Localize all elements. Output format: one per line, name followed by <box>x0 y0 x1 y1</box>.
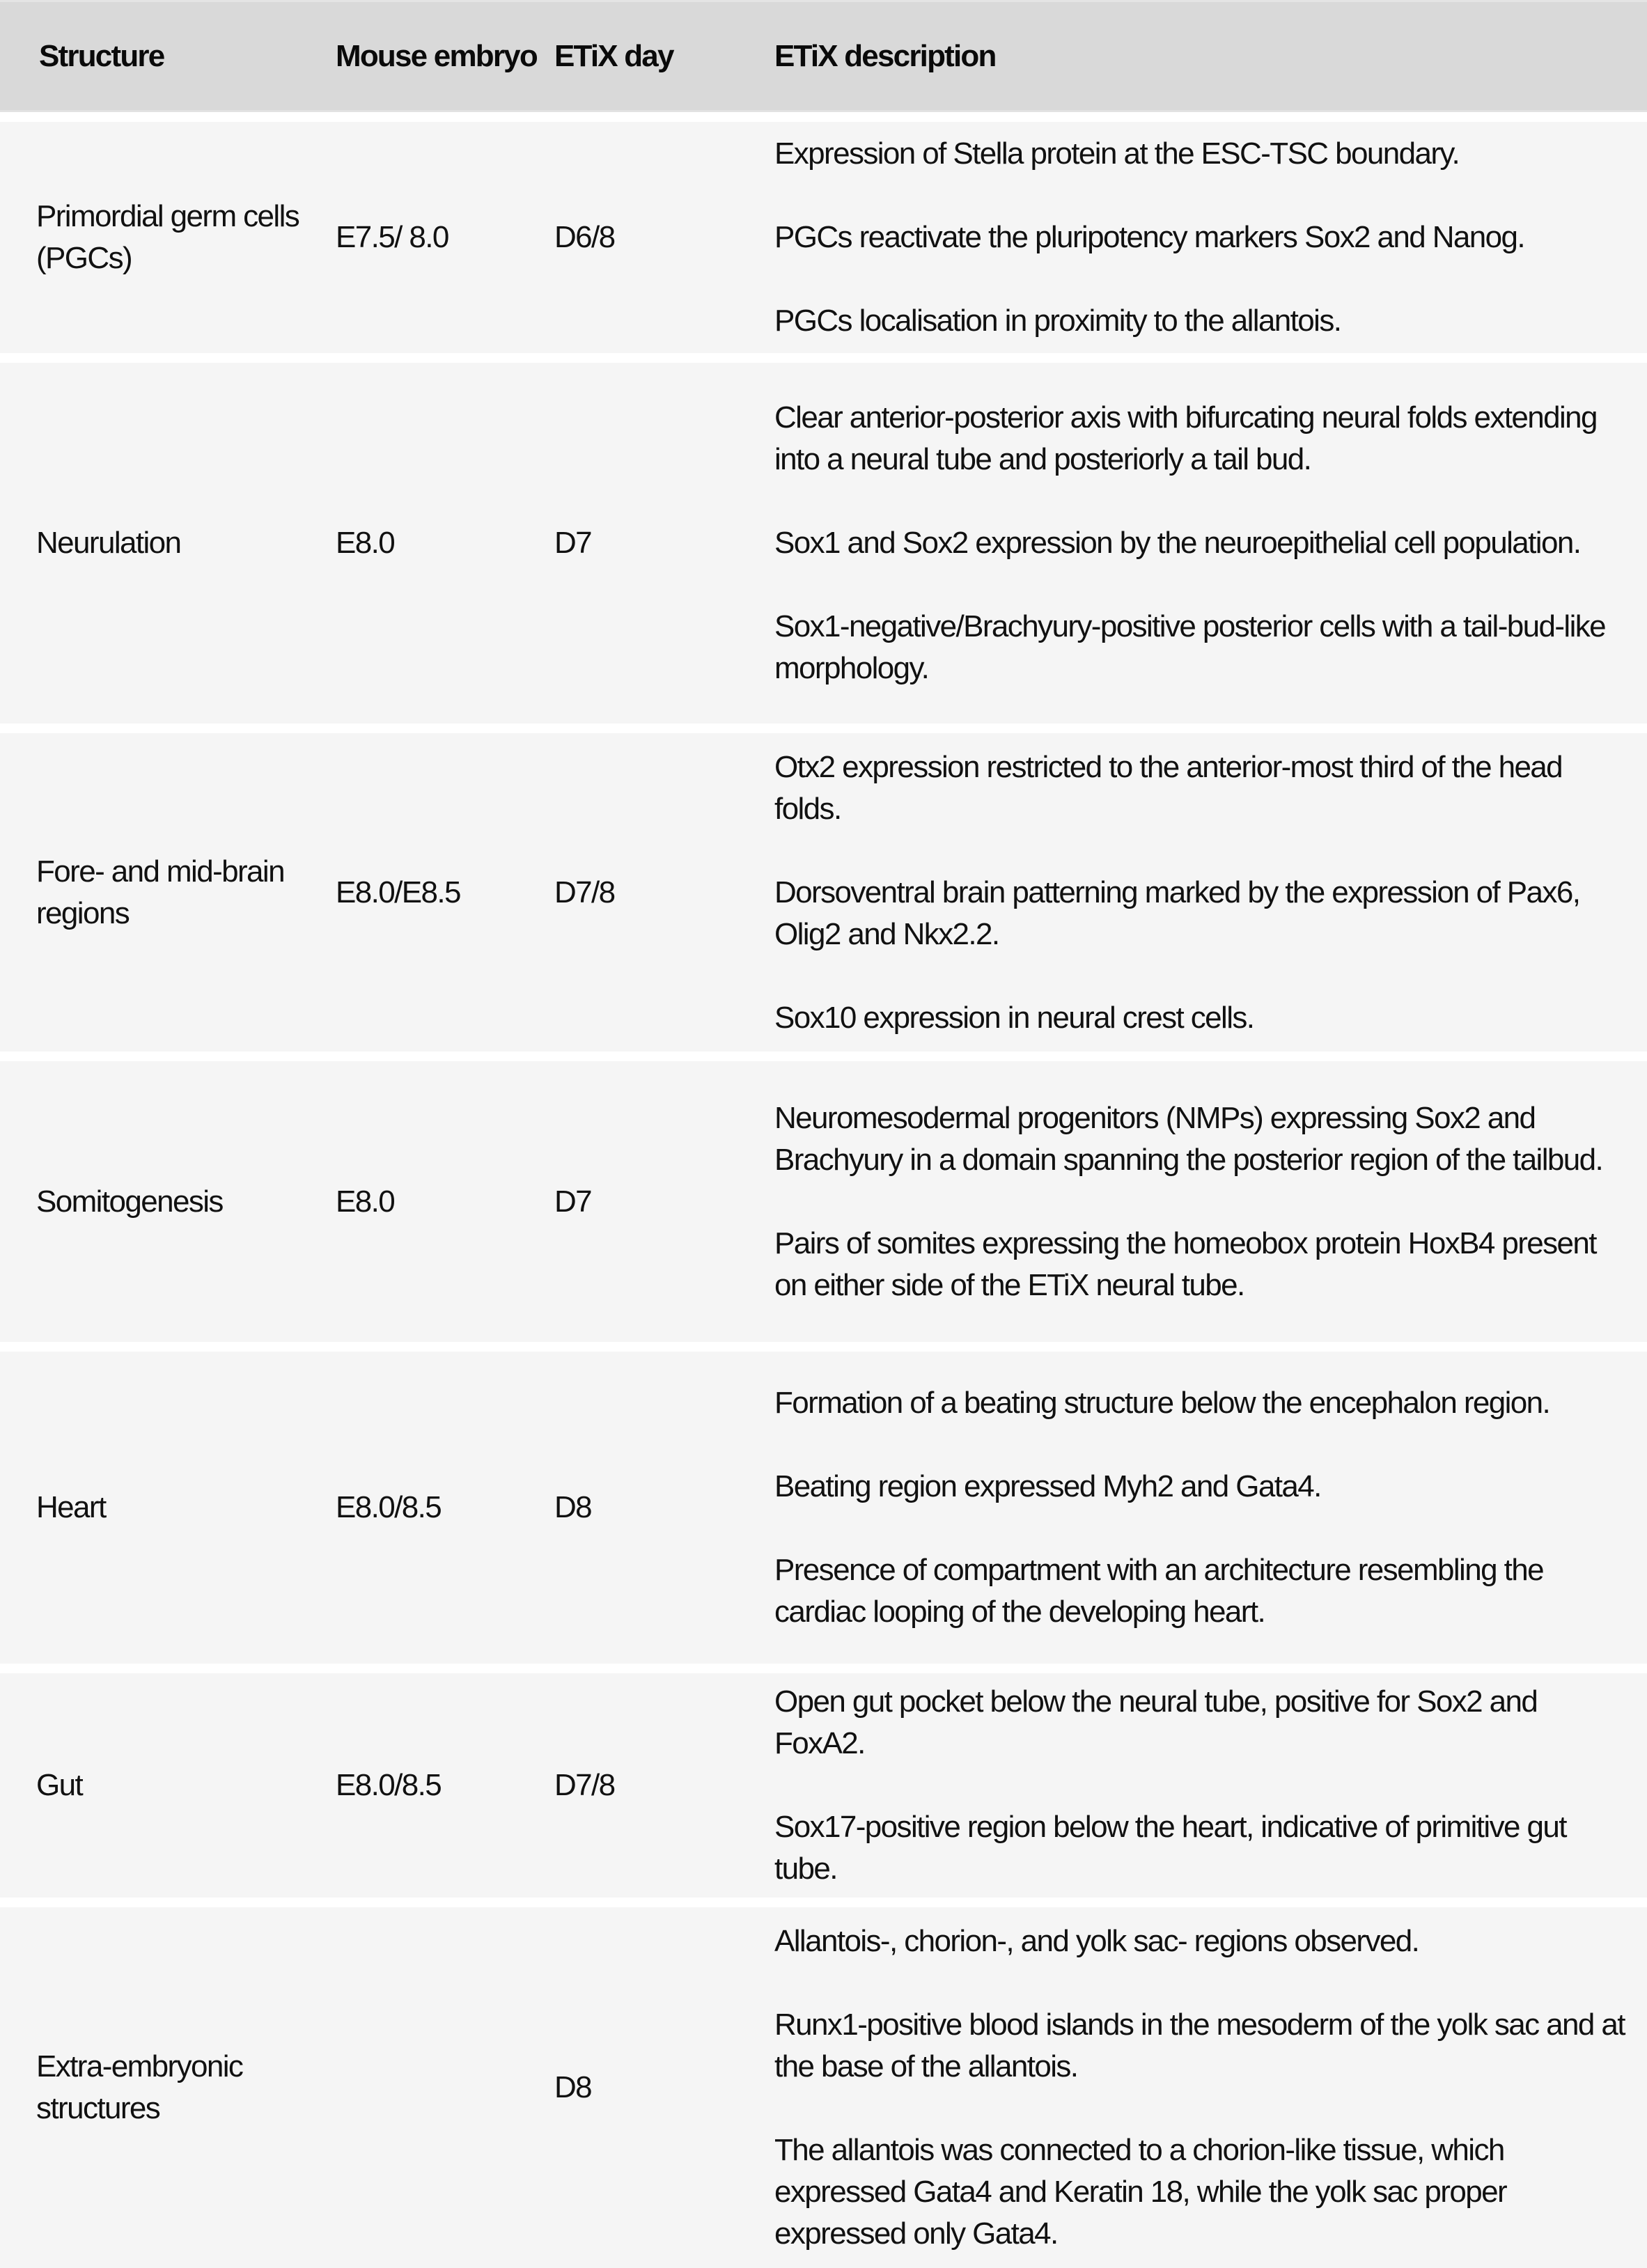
mouse-embryo-cell: E8.0/8.5 <box>336 1490 442 1524</box>
structure-cell: Primordial germ cells (PGCs) <box>36 199 299 275</box>
description-paragraph: Sox1-negative/Brachyury-positive posterior cells with a tail-bud-like morphology. <box>774 609 1606 685</box>
etix-day-cell: D6/8 <box>554 220 615 254</box>
etix-day-cell: D8 <box>554 2070 592 2104</box>
description-paragraph: Runx1-positive blood islands in the mesoderm of the yolk sac and at the base of the allantois. <box>774 2008 1625 2083</box>
description-paragraph: Sox10 expression in neural crest cells. <box>774 1000 1254 1035</box>
etix-day-cell: D7/8 <box>554 875 615 909</box>
table-row <box>0 122 1647 353</box>
table-row <box>0 733 1647 1051</box>
description-paragraph: Sox1 and Sox2 expression by the neuroepithelial cell population. <box>774 526 1581 560</box>
description-paragraph: Pairs of somites expressing the homeobox protein HoxB4 present on either side of the ETiX neural tube. <box>774 1226 1596 1302</box>
header-structure: Structure <box>39 38 164 73</box>
description-paragraph: Formation of a beating structure below the encephalon region. <box>774 1386 1550 1420</box>
etix-day-cell: D7 <box>554 1184 592 1219</box>
description-cell <box>773 363 1647 724</box>
description-cell <box>773 1061 1647 1342</box>
table-header-row <box>0 0 1647 112</box>
table-row <box>0 1352 1647 1664</box>
description-paragraph: PGCs reactivate the pluripotency markers Sox2 and Nanog. <box>774 220 1524 254</box>
description-paragraph: Dorsoventral brain patterning marked by the expression of Pax6, Olig2 and Nkx2.2. <box>774 875 1580 951</box>
etix-day-cell: D7/8 <box>554 1768 615 1802</box>
description-paragraph: Presence of compartment with an architecture resembling the cardiac looping of the developing heart. <box>774 1553 1543 1629</box>
mouse-embryo-cell <box>334 1907 553 2268</box>
mouse-embryo-cell: E8.0 <box>336 1184 395 1219</box>
etix-day-cell: D8 <box>554 1490 592 1524</box>
description-paragraph: Open gut pocket below the neural tube, positive for Sox2 and FoxA2. <box>774 1684 1538 1760</box>
structure-cell: Somitogenesis <box>36 1184 223 1219</box>
description-paragraph: Allantois-, chorion-, and yolk sac- regions observed. <box>774 1924 1419 1958</box>
table-row <box>0 1673 1647 1898</box>
description-paragraph: Sox17-positive region below the heart, indicative of primitive gut tube. <box>774 1810 1566 1886</box>
description-cell <box>773 733 1647 1051</box>
description-cell <box>773 122 1647 353</box>
mouse-embryo-cell: E8.0 <box>336 526 395 560</box>
header-etix-day: ETiX day <box>554 38 673 73</box>
header-mouse-embryo: Mouse embryo <box>336 38 537 73</box>
structure-cell: Extra-embryonic structures <box>36 2049 243 2125</box>
table-row <box>0 1061 1647 1342</box>
description-paragraph: Otx2 expression restricted to the anterior-most third of the head folds. <box>774 749 1563 826</box>
description-paragraph: Beating region expressed Myh2 and Gata4. <box>774 1469 1321 1503</box>
structure-cell: Neurulation <box>36 526 181 560</box>
mouse-embryo-cell: E7.5/ 8.0 <box>336 220 448 254</box>
table-row <box>0 1907 1647 2268</box>
mouse-embryo-cell: E8.0/E8.5 <box>336 875 460 909</box>
description-paragraph: The allantois was connected to a chorion-like tissue, which expressed Gata4 and Keratin 18, while the yolk sac proper expressed only Gata4. <box>774 2133 1507 2251</box>
structure-cell: Gut <box>36 1768 83 1802</box>
description-paragraph: Expression of Stella protein at the ESC-TSC boundary. <box>774 136 1460 171</box>
table-row <box>0 363 1647 724</box>
description-paragraph: PGCs localisation in proximity to the allantois. <box>774 304 1341 338</box>
mouse-embryo-cell: E8.0/8.5 <box>336 1768 442 1802</box>
description-paragraph: Neuromesodermal progenitors (NMPs) expressing Sox2 and Brachyury in a domain spanning the posterior region of the tailbud. <box>774 1100 1603 1177</box>
description-cell <box>773 1673 1647 1898</box>
description-paragraph: Clear anterior-posterior axis with bifurcating neural folds extending into a neural tube and posteriorly a tail bud. <box>774 400 1597 476</box>
description-cell <box>773 1352 1647 1664</box>
header-etix-description: ETiX description <box>774 38 996 73</box>
structure-cell: Heart <box>36 1490 106 1524</box>
structure-cell: Fore- and mid-brain regions <box>36 854 284 930</box>
etix-day-cell: D7 <box>554 526 592 560</box>
description-cell <box>773 1907 1647 2268</box>
